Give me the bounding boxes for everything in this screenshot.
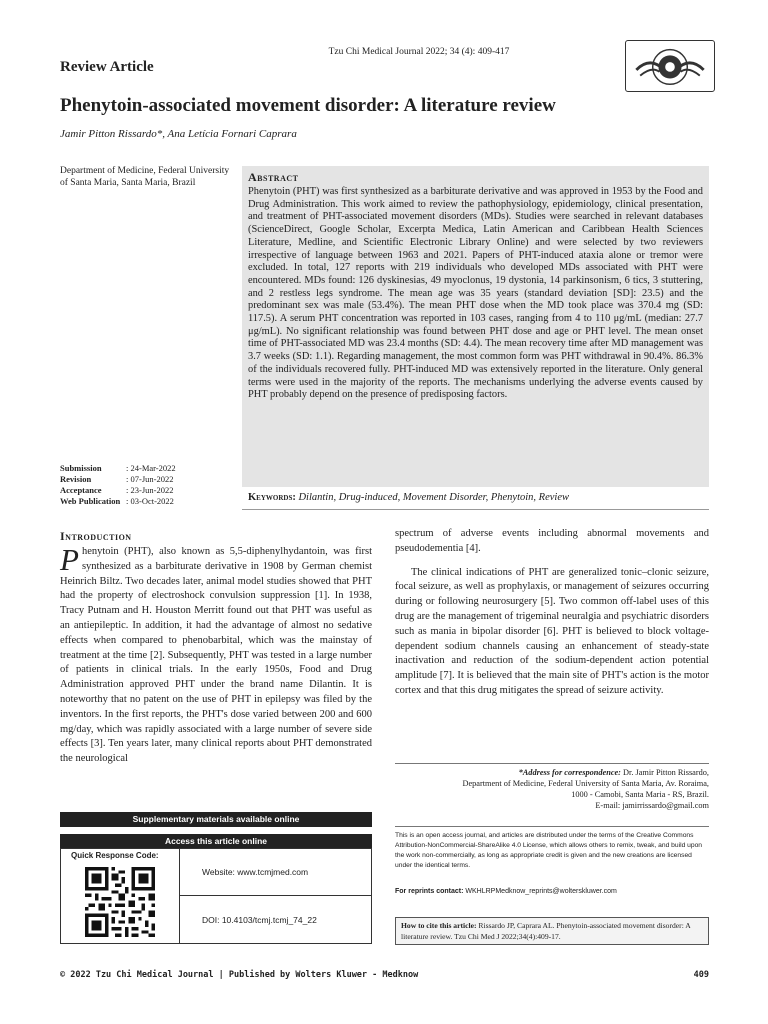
- date-row: [60, 474, 240, 485]
- correspondence-line: [395, 767, 709, 778]
- correspondence-line: Department of Medicine, Federal University of Santa Maria, Av. Roraima,: [462, 779, 709, 788]
- keywords: [242, 488, 709, 510]
- correspondence-address: [395, 763, 709, 811]
- article-dates: [60, 463, 240, 507]
- article-title: Phenytoin-associated movement disorder: A literature review: [60, 95, 556, 116]
- abstract-text: Phenytoin (PHT) was first synthesized as a barbiturate derivative and was approved in 1953 by the Food and Drug Administration. This work aimed to review the pathophysiology, epidemiology, clinical presentation, and treatment of PHT-associated movement disorders (MDs). Studies were searched in relevant databases (ScienceDirect, Google Scholar, Excerpta Medica, Latin American and Caribbean Health Sciences Literature, Medline, and Scientific Electronic Library Online) and were selected by two reviewers irrespective of language between 1963 and 2021. Papers of PHT-induced ataxia alone or tremor were excluded. In total, 127 reports with 219 individuals who developed MDs associated with PHT were encountered. MDs found: 126 dyskinesias, 49 myoclonus, 19 dystonia, 14 parkinsonism, 6 tics, 3 stuttering, and 2 restless legs syndrome. The mean age was 35 years (standard deviation [SD]: 23.5) and the predominant sex was male (53.4%). The mean PHT dose when the MD took place was 370.4 mg (SD: 117.5). A serum PHT concentration was reported in 103 cases, ranging from 4 to 110 μg/mL (median: 27.7 μg/mL). No significant relationship was found between PHT dose and age or PHT level. The mean onset time of PHT-associated MD was 23.4 months (SD: 4.4). The mean recovery time after MD management was 3.7 weeks (SD: 1.1). Regarding management, the most common form was PHT withdrawal in 90.4%. 86.3% of the individuals recovered fully. PHT-induced MD was extensively reported in the literature. Only general terms were used in the majority of the reports. The mechanisms underlying the adverse events caused by PHT probably depend on the presence of predisposing factors.: [248, 186, 703, 401]
- open-access-notice: This is an open access journal, and articles are distributed under the terms of the Creative Commons Attribution-NonCommercial-ShareAlike 4.0 License, which allows others to remix, tweak, and build upon the work non-commercially, as long as appropriate credit is given and the new creations are licensed under the identical terms.: [395, 826, 709, 871]
- access-online-heading: Access this article online: [60, 834, 372, 848]
- journal-logo: [625, 40, 715, 92]
- paragraph: The clinical indications of PHT are generalized tonic–clonic seizure, focal seizure, as well as prophylaxis, or management of seizures occurring during or following neurosurgery [5]. Two common off-label uses of this drug are the management of trigeminal neuralgia and psychiatric disorders such as mania in bipolar disorder [6]. PHT is believed to block voltage-dependent sodium channels causing an enhancement of steady-state inactivation and reduction of the sodium-dependent action potential amplitude [7]. It is believed that the main site of PHT's action is the motor cortex and that this drug mitigates the spread of seizure activity.: [395, 566, 709, 696]
- date-value: : 23-Jun-2022: [126, 485, 174, 495]
- date-row: [60, 485, 240, 496]
- reprints-contact: [395, 888, 709, 895]
- qr-code-icon[interactable]: [85, 867, 155, 937]
- correspondence-email[interactable]: E-mail: jamirrissardo@gmail.com: [595, 801, 709, 810]
- correspondence-line: 1000 - Camobi, Santa Maria - RS, Brazil.: [571, 790, 709, 799]
- date-label: Acceptance: [60, 485, 102, 495]
- date-value: : 24-Mar-2022: [126, 463, 176, 473]
- date-row: [60, 496, 240, 507]
- supplementary-banner[interactable]: Supplementary materials available online: [60, 812, 372, 827]
- website-cell[interactable]: Website: www.tcmjmed.com: [180, 849, 371, 896]
- drop-cap: P: [60, 542, 79, 577]
- affiliation: Department of Medicine, Federal University of Santa Maria, Santa Maria, Brazil: [60, 166, 230, 188]
- date-value: : 07-Jun-2022: [126, 474, 174, 484]
- date-label: Revision: [60, 474, 92, 484]
- date-label: Submission: [60, 463, 102, 473]
- how-to-cite-box: [395, 917, 709, 945]
- date-label: Web Publication: [60, 496, 121, 506]
- doi-cell[interactable]: DOI: 10.4103/tcmj.tcmj_74_22: [202, 915, 317, 925]
- introduction-right-column: [395, 527, 709, 708]
- introduction-paragraph: henytoin (PHT), also known as 5,5-diphenylhydantoin, was first synthesized as a barbiturate derivative in 1908 by German chemist Heinrich Biltz. Two decades later, animal model studies showed that PHT had the property of electroshock convulsion suppression [1]. In 1938, Tracy Putnam and H. Houston Merritt found out that PHT was useful as an antiepileptic. In addition, it had the advantage of almost no sedative effects when compared to phenobarbital, which was the mainstay of treatment at the time [2]. Subsequently, PHT was tested in a large number of patients in clinical trials. In the early 1950s, Food and Drug Administration approved PHT under the brand name Dilantin. It is noteworthy that no patent on the use of PHT in epilepsy was filed by the inventors. In the first reports, the PHT's dose varied between 200 and 600 mg/day, which was rapidly associated with a large number of severe side effects [3]. Ten years later, many clinical reports about PHT demonstrated the neurological: [60, 546, 372, 765]
- access-table: [60, 848, 372, 944]
- introduction-left-column: [60, 542, 372, 767]
- introduction-heading: Introduction: [60, 529, 132, 543]
- reprints-email[interactable]: WKHLRPMedknow_reprints@wolterskluwer.com: [463, 888, 617, 895]
- paragraph: spectrum of adverse events including abnormal movements and pseudodementia [4].: [395, 528, 709, 554]
- qr-label: Quick Response Code:: [71, 851, 159, 860]
- keywords-text: Dilantin, Drug-induced, Movement Disorder, Phenytoin, Review: [298, 492, 569, 503]
- date-row: [60, 463, 240, 474]
- reprints-label: For reprints contact:: [395, 888, 464, 895]
- qr-cell: [61, 849, 180, 943]
- abstract-box: [242, 166, 709, 487]
- footer-copyright: © 2022 Tzu Chi Medical Journal | Published by Wolters Kluwer - Medknow: [60, 970, 419, 980]
- page-footer: [60, 970, 709, 980]
- journal-citation-header: Tzu Chi Medical Journal 2022; 34 (4): 409-417: [328, 47, 510, 57]
- keywords-heading: Keywords:: [248, 492, 296, 503]
- cite-label: How to cite this article:: [401, 921, 477, 930]
- cite-text: Rissardo JP, Caprara AL. Phenytoin-associated movement disorder: A literature review. Tzu Chi Med J 2022;34(4):409-17.: [401, 921, 691, 941]
- page-number: 409: [693, 970, 709, 980]
- article-type: Review Article: [60, 59, 154, 75]
- correspondence-name: Dr. Jamir Pitton Rissardo,: [620, 768, 709, 777]
- authors: Jamir Pitton Rissardo*, Ana Letícia Fornari Caprara: [60, 128, 297, 140]
- date-value: : 03-Oct-2022: [126, 496, 174, 506]
- correspondence-label: *Address for correspondence:: [518, 768, 621, 777]
- abstract-heading: Abstract: [248, 170, 299, 184]
